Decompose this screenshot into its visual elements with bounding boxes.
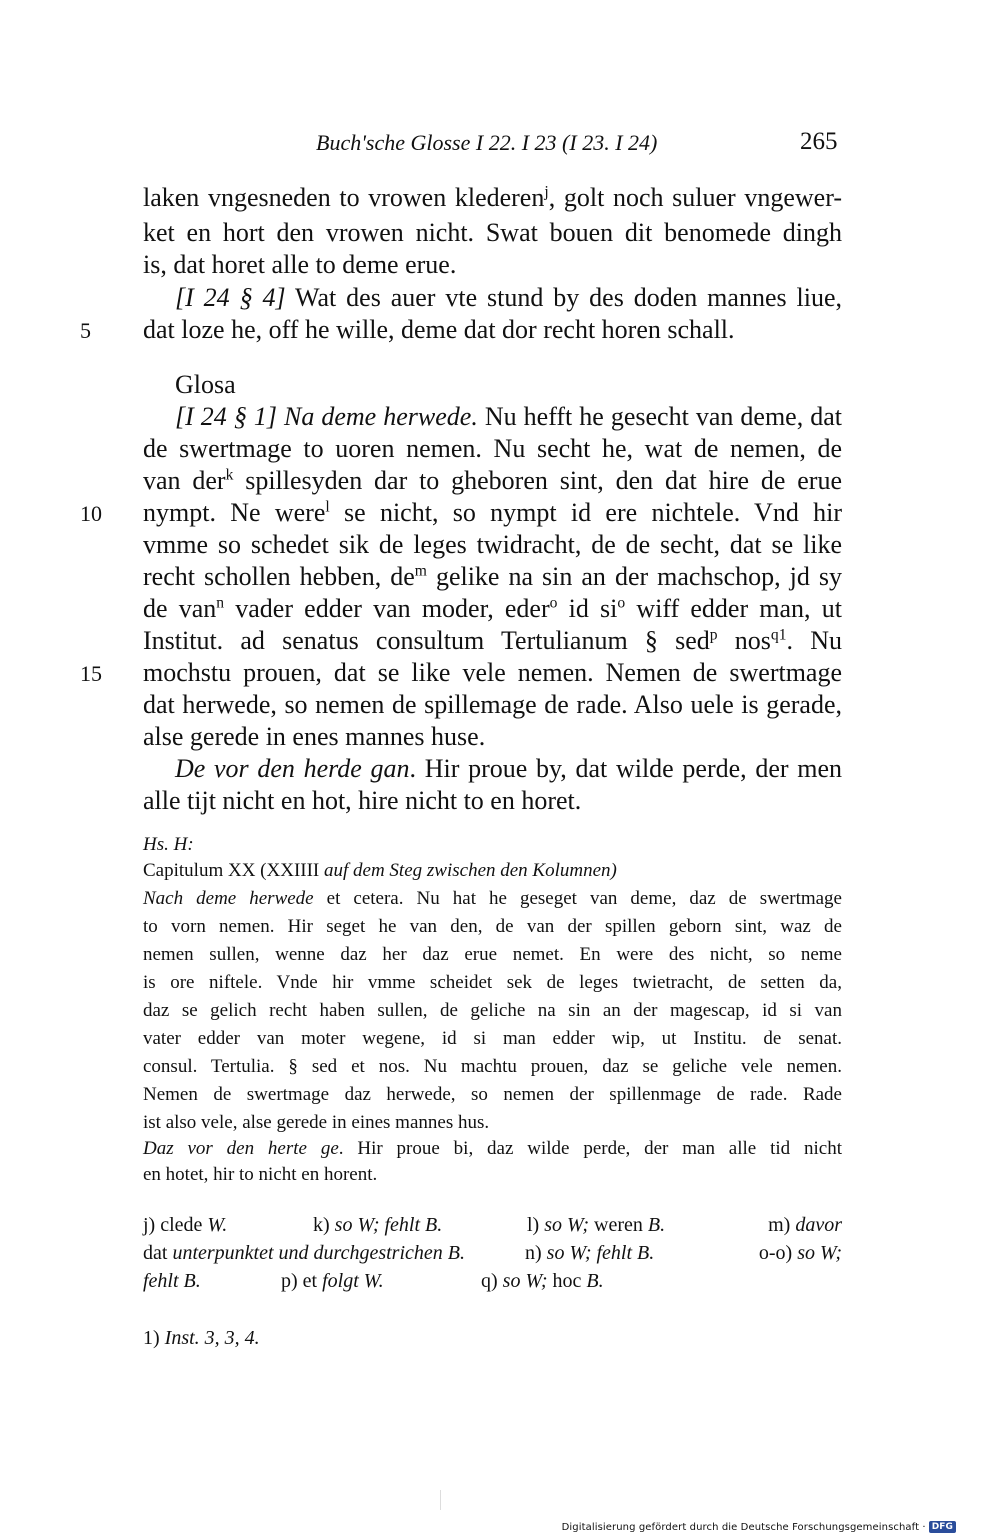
- apparatus-note-m: m) davor: [768, 1214, 842, 1236]
- apparatus-note-n: n) so W; fehlt B.: [525, 1242, 655, 1264]
- text-line: Institut. ad senatus consultum Tertulianum § sed$^p$ nos$^{q1}$. Nu: [143, 626, 843, 655]
- text-line: vmme so schedet sik de leges twidracht, de de secht, dat se like: [143, 530, 842, 559]
- running-head: Buch'sche Glosse I 22. I 23 (I 23. I 24): [316, 130, 658, 155]
- text-line: mochstu prouen, dat se like vele nemen. Nemen de swertmage: [143, 658, 842, 687]
- text-line: nympt. Ne were$^l$ se nicht, so nympt id ere nichtele. Vnd hir: [143, 498, 843, 527]
- page-header: [0, 128, 1000, 164]
- line-number: 10: [80, 501, 102, 526]
- text-line: de swertmage to uoren nemen. Nu secht he, wat de nemen, de: [143, 434, 842, 463]
- text-line: dat loze he, off he wille, deme dat dor recht horen schall.: [143, 315, 735, 344]
- text-line: de van$^n$ vader edder van moder, eder$^o$ id $si^o$ wiff edder man, ut: [143, 594, 842, 623]
- text-line: daz se gelich recht haben sullen, de geliche na sin an der magescap, id si van: [143, 1000, 842, 1021]
- text-line: ist also vele, alse gerede in eines mannes hus.: [143, 1112, 490, 1133]
- dfg-logo: DFG: [929, 1521, 956, 1533]
- text-line: van der$^k$ spillesyden dar to gheboren sint, den dat hire de erue: [143, 466, 842, 495]
- line-number: 15: [80, 661, 102, 686]
- text-line: en hotet, hir to nicht en horent.: [143, 1164, 378, 1185]
- text-line: [I 24 § 4] Wat des auer vte stund by des doden mannes liue,: [175, 283, 842, 312]
- text-line: alse gerede in enes mannes huse.: [143, 722, 486, 751]
- credit-text: Digitalisierung gefördert durch die Deutsche Forschungsgemeinschaft ·: [561, 1521, 926, 1533]
- apparatus-row: [143, 1270, 842, 1298]
- line-number: 5: [80, 318, 91, 343]
- text-line: Nemen de swertmage daz herwede, so nemen der spillenmage de rade. Rade: [143, 1084, 842, 1105]
- text-line: recht schollen hebben, $de^m$ gelike na sin an der machschop, jd sy: [143, 562, 842, 591]
- text-line: vater edder van moter wegene, id si man edder wip, ut Institu. de senat.: [143, 1028, 842, 1049]
- text-line: dat herwede, so nemen de spillemage de rade. Also uele is gerade,: [143, 690, 842, 719]
- gutter-mark: [440, 1490, 441, 1510]
- text-line: De vor den herde gan. Hir proue by, dat wilde perde, der men: [175, 754, 842, 783]
- text-line: [I 24 § 1] Na deme herwede. Nu hefft he gesecht van deme, dat: [175, 402, 842, 431]
- text-line: Capitulum XX (XXIIII auf dem Steg zwischen den Kolumnen): [143, 860, 617, 881]
- glosa-heading: Glosa: [175, 370, 236, 399]
- apparatus-note-l: l) so W; weren B.: [527, 1214, 666, 1236]
- apparatus-note-j: j) clede W.: [143, 1214, 228, 1236]
- apparatus-row: [143, 1214, 842, 1242]
- text-line: Daz vor den herte ge. Hir proue bi, daz wilde perde, der man alle tid nicht: [143, 1138, 842, 1159]
- apparatus-note-k: k) so W; fehlt B.: [313, 1214, 443, 1236]
- text-line: consul. Tertulia. § sed et nos. Nu machtu prouen, daz se geliche vele nemen.: [143, 1056, 842, 1077]
- text-line: Nach deme herwede et cetera. Nu hat he geseget van deme, daz de swertmage: [143, 888, 842, 909]
- text-line: nemen sullen, wenne daz her daz erue nemet. En were des nicht, so neme: [143, 944, 842, 965]
- text-line: alle tijt nicht en hot, hire nicht to en horet.: [143, 786, 582, 815]
- page-number: 265: [800, 128, 838, 155]
- digitization-credit: [562, 1521, 956, 1533]
- text-line: is, dat horet alle to deme erue.: [143, 250, 457, 279]
- source-footnote: 1) Inst. 3, 3, 4.: [143, 1327, 260, 1349]
- apparatus-note-p: p) et folgt W.: [281, 1270, 384, 1292]
- text-line: laken vngesneden to vrowen klederen$^j$, golt noch suluer vngewer-: [143, 183, 842, 212]
- apparatus-note-o: o-o) so W;: [758, 1242, 842, 1264]
- text-line: is ore niftele. Vnde hir vmme scheidet sek de leges twietracht, de setten da,: [143, 972, 842, 993]
- apparatus-note-q: q) so W; hoc B.: [481, 1270, 604, 1292]
- apparatus-note-o-cont: fehlt B.: [143, 1270, 201, 1292]
- text-line: to vorn nemen. Hir seget he van den, de van der spillen geborn sint, waz de: [143, 916, 842, 937]
- apparatus-row: [143, 1242, 842, 1270]
- apparatus-note-m-cont: dat unterpunktet und durchgestrichen B.: [143, 1242, 465, 1264]
- text-line: ket en hort den vrowen nicht. Swat bouen dit benomede dingh: [143, 218, 842, 247]
- hs-label: Hs. H:: [143, 834, 194, 855]
